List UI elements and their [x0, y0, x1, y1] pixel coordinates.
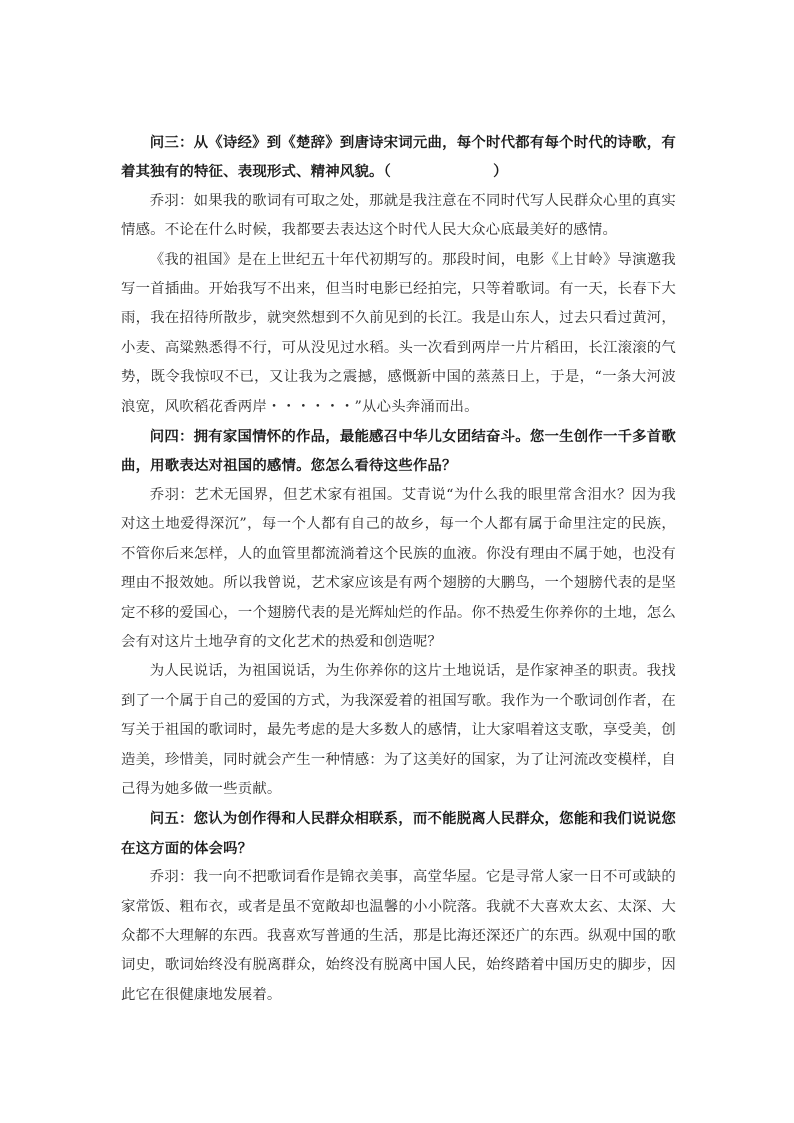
document-page [121, 128, 676, 1010]
answer-five: 乔羽：我一向不把歌词看作是锦衣美事，高堂华屋。它是寻常人家一日不可或缺的家常饭、粗布衣，或者是虽不宽敞却也温馨的小小院落。我就不大喜欢太玄、太深、大众都不大理解的东西。我喜欢写普通的生活，那是比海还深还广的东西。纵观中国的歌词史，歌词始终没有脱离群众，始终没有脱离中国人民，始终踏着中国历史的脚步，因此它在很健康地发展着。 [121, 869, 676, 1003]
answer-three-part-two: 《我的祖国》是在上世纪五十年代初期写的。那段时间，电影《上甘岭》导演邀我写一首插曲。开始我写不出来，但当时电影已经拍完，只等着歌词。有一天，长春下大雨，我在招待所散步，就突然想到不久前见到的长江。我是山东人，过去只看过黄河，小麦、高粱熟悉得不行，可从没见过水稻。头一次看到两岸一片片稻田，长江滚滚的气势，既令我惊叹不已，又让我为之震撼，感慨新中国的蒸蒸日上，于是，“一条大河波浪宽，风吹稻花香两岸・・・・・・”从心头奔涌而出。 [121, 251, 676, 415]
question-five: 问五：您认为创作得和人民群众相联系，而不能脱离人民群众，您能和我们说说您在这方面的体会吗？ [121, 810, 676, 857]
answer-four-part-one: 乔羽：艺术无国界，但艺术家有祖国。艾青说“为什么我的眼里常含泪水？因为我对这土地爱得深沉”，每一个人都有自己的故乡，每一个人都有属于命里注定的民族，不管你后来怎样，人的血管里都流淌着这个民族的血液。你没有理由不属于她，也没有理由不报效她。所以我曾说，艺术家应该是有两个翅膀的大鹏鸟，一个翅膀代表的是坚定不移的爱国心，一个翅膀代表的是光辉灿烂的作品。你不热爱生你养你的土地，怎么会有对这片土地孕育的文化艺术的热爱和创造呢？ [121, 486, 676, 650]
answer-four-part-two: 为人民说话，为祖国说话，为生你养你的这片土地说话，是作家神圣的职责。我找到了一个属于自己的爱国的方式，为我深爱着的祖国写歌。我作为一个歌词创作者，在写关于祖国的歌词时，最先考虑的是大多数人的感情，让大家唱着这支歌，享受美，创造美，珍惜美，同时就会产生一种情感：为了这美好的国家，为了让河流改变模样，自己得为她多做一些贡献。 [121, 663, 676, 797]
question-three: 问三：从《诗经》到《楚辞》到唐诗宋词元曲，每个时代都有每个时代的诗歌，有着其独有的特征、表现形式、精神风貌。（ ） [121, 134, 676, 181]
question-four: 问四：拥有家国情怀的作品，最能感召中华儿女团结奋斗。您一生创作一千多首歌曲，用歌表达对祖国的感情。您怎么看待这些作品？ [121, 428, 676, 475]
answer-three-part-one: 乔羽：如果我的歌词有可取之处，那就是我注意在不同时代写人民群众心里的真实情感。不论在什么时候，我都要去表达这个时代人民大众心底最美好的感情。 [121, 192, 676, 239]
